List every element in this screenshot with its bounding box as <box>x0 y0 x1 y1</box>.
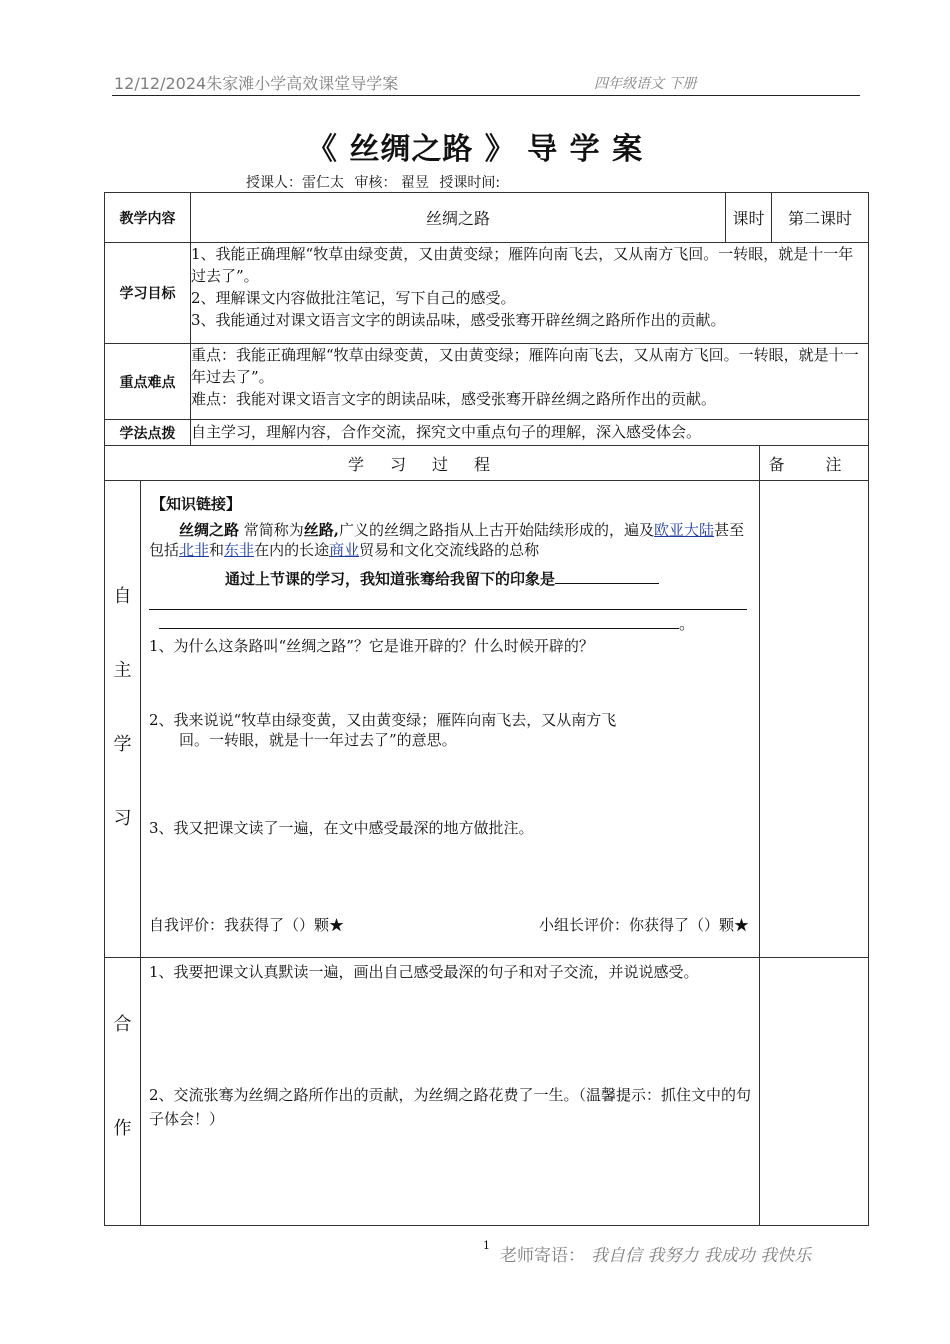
answer-blank[interactable] <box>555 569 659 584</box>
cooperation-content <box>141 958 760 1226</box>
coop-question-1: 1、我要把课文认真默读一遍，画出自己感受最深的句子和对子交流，并说说感受。 <box>149 963 699 981</box>
goal-item: 3、我能通过对课文语言文字的朗读品味，感受张骞开辟丝绸之路所作出的贡献。 <box>191 311 726 329</box>
page-number: 1 <box>483 1239 490 1252</box>
question-3: 3、我又把课文读了一遍，在文中感受最深的地方做批注。 <box>149 819 534 837</box>
coop-question-2: 2、交流张骞为丝绸之路所作出的贡献，为丝绸之路花费了一生。（温馨提示：抓住文中的句子体会！） <box>149 1086 752 1128</box>
byline <box>246 172 506 192</box>
keypoint-item: 重点：我能正确理解“牧草由绿变黄，又由黄变绿；雁阵向南飞去，又从南方飞回。一转眼，就是十一年过去了”。 <box>191 346 859 386</box>
link-commerce[interactable]: 商业 <box>329 541 360 559</box>
answer-blank[interactable] <box>159 614 679 629</box>
question-1: 1、为什么这条路叫“丝绸之路”？它是谁开辟的？什么时候开辟的？ <box>149 637 594 655</box>
answer-blank[interactable] <box>149 595 747 610</box>
goal-item: 1、我能正确理解“牧草由绿变黄，又由黄变绿；雁阵向南飞去，又从南方飞回。一转眼，就是十一年过去了”。 <box>191 245 854 285</box>
notes-label: 备 注 <box>760 446 869 481</box>
header-left: 12/12/2024朱家滩小学高效课堂导学案 <box>114 74 399 93</box>
page-title: 《 丝绸之路 》 导 学 案 <box>306 132 644 167</box>
evaluation-row <box>149 914 749 935</box>
method-label: 学法点拨 <box>105 420 191 446</box>
link-eurasia[interactable]: 欧亚大陆 <box>654 521 715 539</box>
footer <box>500 1241 811 1266</box>
process-label: 学习过程 <box>105 446 760 481</box>
content-value: 丝绸之路 <box>191 193 726 243</box>
link-north-africa[interactable]: 北非 <box>179 541 210 559</box>
header-right: 四年级语文 下册 <box>594 76 697 92</box>
keypoints-label: 重点难点 <box>105 344 191 420</box>
lesson-table <box>104 192 869 1226</box>
header-divider <box>112 95 860 96</box>
goals-cell <box>191 243 869 344</box>
knowledge-paragraph: 丝绸之路 常简称为丝路,广义的丝绸之路指从上古开始陆续形成的，遍及欧亚大陆甚至包括北非和东非在内的长途商业贸易和文化交流线路的总称 <box>149 521 745 559</box>
goals-label: 学习目标 <box>105 243 191 344</box>
impression-prompt: 通过上节课的学习，我知道张骞给我留下的印象是 <box>225 568 759 589</box>
period-value: 第二课时 <box>772 193 869 243</box>
goal-item: 2、理解课文内容做批注笔记，写下自己的感受。 <box>191 289 516 307</box>
question-2: 2、我来说说“牧草由绿变黄，又由黄变绿；雁阵向南飞去，又从南方飞 回。一转眼，就是十一年过去了”的意思。 <box>149 711 617 749</box>
byline-teacher: 授课人：雷仁太 <box>246 175 344 191</box>
keypoint-item: 难点：我能对课文语言文字的朗读品味，感受张骞开辟丝绸之路所作出的贡献。 <box>191 390 717 408</box>
keypoints-cell <box>191 344 869 420</box>
self-evaluation: 自我评价：我获得了（）颗★ <box>149 916 345 934</box>
knowledge-heading: 【知识链接】 <box>151 495 242 513</box>
cooperation-label: 合 作 <box>105 958 141 1226</box>
byline-reviewer: 审核： 翟昱 <box>354 175 429 191</box>
cooperation-notes[interactable] <box>760 958 869 1226</box>
group-evaluation: 小组长评价：你获得了（）颗★ <box>538 916 749 934</box>
self-study-notes[interactable] <box>760 481 869 958</box>
footer-label: 老师寄语： <box>500 1246 585 1266</box>
footer-motto: 我自信 我努力 我成功 我快乐 <box>591 1246 812 1266</box>
byline-time: 授课时间: <box>439 175 501 191</box>
content-label: 教学内容 <box>105 193 191 243</box>
period-label: 课时 <box>726 193 772 243</box>
method-value: 自主学习，理解内容，合作交流，探究文中重点句子的理解，深入感受体会。 <box>191 420 869 446</box>
impression-end-row: 。 <box>141 610 759 634</box>
self-study-label: 自 主 学 习 <box>105 481 141 958</box>
link-east-africa[interactable]: 东非 <box>224 541 255 559</box>
self-study-content <box>141 481 760 958</box>
